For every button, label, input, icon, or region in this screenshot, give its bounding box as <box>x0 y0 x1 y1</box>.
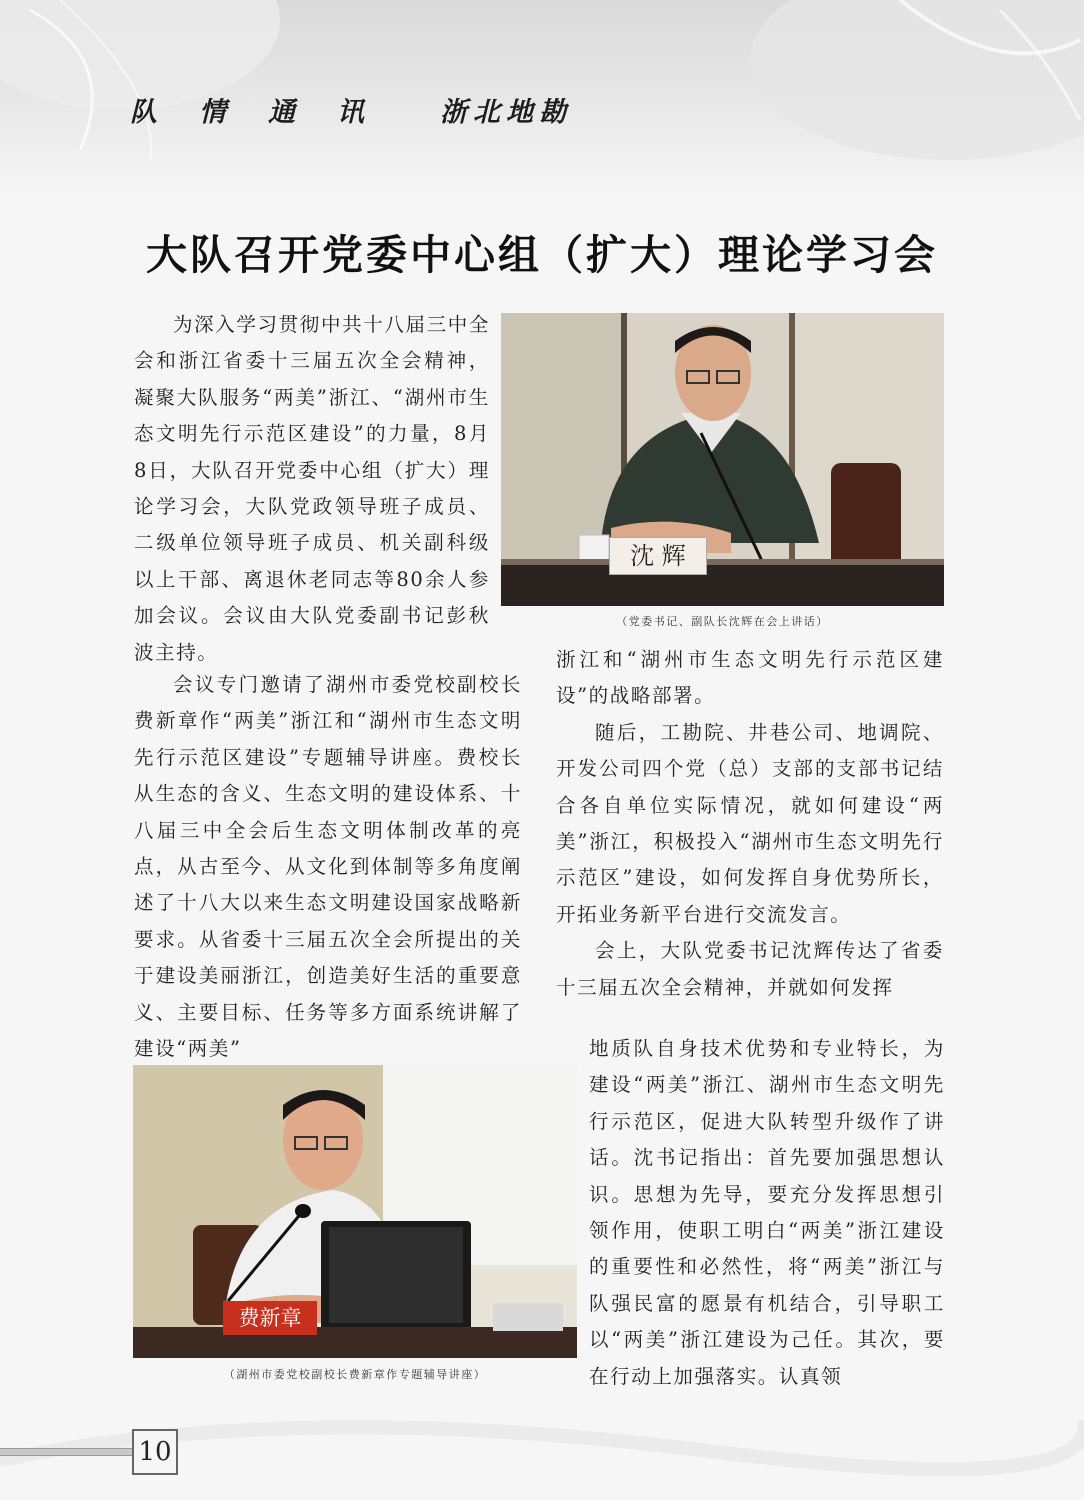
page-number: 10 <box>132 1429 178 1475</box>
nameplate-feixinzhang: 费新章 <box>223 1301 317 1335</box>
article-title: 大队召开党委中心组（扩大）理论学习会 <box>146 231 938 279</box>
magazine-name: 浙北地勘 <box>440 97 572 128</box>
nameplate-shenhui: 沈 辉 <box>609 537 707 575</box>
paragraph: 地质队自身技术优势和专业特长，为建设“两美”浙江、湖州市生态文明先行示范区，促进大队转型升级作了讲话。沈书记指出：首先要加强思想认识。思想为先导，要充分发挥思想引领作用，使职工明白“两美”浙江建设的重要性和必然性，将“两美”浙江与队强民富的愿景有机结合，引导职工以“两美”浙江建设为己任。其次，要在行动上加强落实。认真领 <box>589 1037 945 1388</box>
photo-caption-bottom: （湖州市委党校副校长费新章作专题辅导讲座） <box>223 1368 487 1381</box>
article-body-right-bottom <box>589 1031 945 1395</box>
photo-caption-top: （党委书记、副队长沈辉在会上讲话） <box>616 615 829 628</box>
photo-speaker-shenhui <box>501 313 944 606</box>
section-header <box>130 90 590 136</box>
photo-lecturer-feixinzhang <box>133 1065 577 1358</box>
paragraph: 为深入学习贯彻中共十八届三中全会和浙江省委十三届五次全会精神，凝聚大队服务“两美”浙江、“湖州市生态文明先行示范区建设”的力量，8月8日，大队召开党委中心组（扩大）理论学习会，大队党政领导班子成员、二级单位领导班子成员、机关副科级以上干部、离退休老同志等80余人参加会议。会议由大队党委副书记彭秋波主持。 <box>134 313 490 664</box>
paragraph: 会上，大队党委书记沈辉传达了省委十三届五次全会精神，并就如何发挥 <box>556 939 944 999</box>
article-body-left-2 <box>134 667 522 1067</box>
article-body-left <box>134 307 490 671</box>
paragraph: 浙江和“湖州市生态文明先行示范区建设”的战略部署。 <box>556 648 944 708</box>
page-footer-line <box>0 1448 132 1456</box>
article-body-right <box>556 642 944 1006</box>
paragraph: 随后，工勘院、井巷公司、地调院、开发公司四个党（总）支部的支部书记结合各自单位实际情况，就如何建设“两美”浙江，积极投入“湖州市生态文明先行示范区”建设，如何发挥自身优势所长，开拓业务新平台进行交流发言。 <box>556 720 944 926</box>
section-label: 队情通讯 <box>130 97 406 128</box>
paragraph: 会议专门邀请了湖州市委党校副校长费新章作“两美”浙江和“湖州市生态文明先行示范区建设”专题辅导讲座。费校长从生态的含义、生态文明的建设体系、十八届三中全会后生态文明体制改革的亮点，从古至今、从文化到体制等多角度阐述了十八大以来生态文明建设国家战略新要求。从省委十三届五次全会所提出的关于建设美丽浙江，创造美好生活的重要意义、主要目标、任务等多方面系统讲解了建设“两美” <box>134 673 522 1061</box>
